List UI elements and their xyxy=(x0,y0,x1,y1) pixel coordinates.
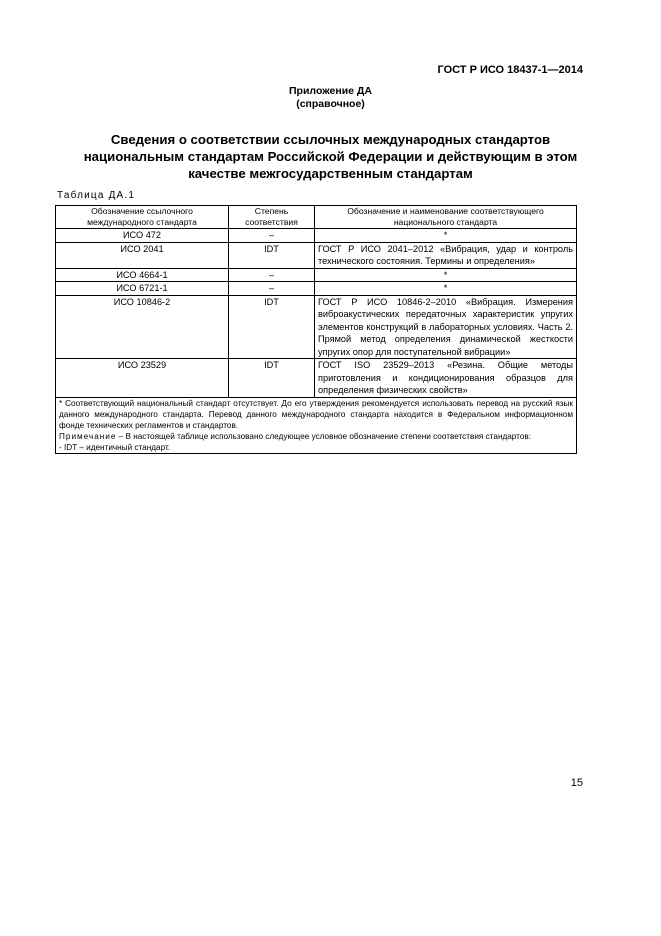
title-line-1: Сведения о соответствии ссылочных международных стандартов xyxy=(110,132,551,147)
cell-reference: ИСО 10846-2 xyxy=(56,295,229,359)
correspondence-table xyxy=(55,205,577,454)
table-header-row xyxy=(56,206,577,229)
title-line-2: национальным стандартам Российской Федерации и действующим в этом xyxy=(83,149,578,164)
cell-national: * xyxy=(315,229,577,243)
cell-degree: – xyxy=(229,268,315,282)
cell-national: ГОСТ Р ИСО 10846-2–2010 «Вибрация. Измерения виброакустических передаточных характеристик упругих элементов конструкций в лабораторных условиях. Часть 2. Прямой метод определения динамической жесткости упругих опор для поступательной вибрации» xyxy=(315,295,577,359)
table-row xyxy=(56,359,577,398)
table-row xyxy=(56,268,577,282)
title-line-3: качестве межгосударственным стандартам xyxy=(188,166,473,181)
cell-degree: IDT xyxy=(229,295,315,359)
table-row xyxy=(56,295,577,359)
cell-national: * xyxy=(315,268,577,282)
cell-degree: IDT xyxy=(229,359,315,398)
table-row xyxy=(56,282,577,296)
cell-national: * xyxy=(315,282,577,296)
table-row xyxy=(56,229,577,243)
cell-national: ГОСТ Р ИСО 2041–2012 «Вибрация, удар и контроль технического состояния. Термины и определения» xyxy=(315,242,577,268)
cell-reference: ИСО 472 xyxy=(56,229,229,243)
cell-national: ГОСТ ISO 23529–2013 «Резина. Общие методы приготовления и кондиционирования образцов для определения физических свойств» xyxy=(315,359,577,398)
footnote-text: * Соответствующий национальный стандарт отсутствует. До его утверждения рекомендуется использовать перевод на русский язык данного международного стандарта. Перевод данного международного стандарта находится в Федеральном информационном фонде технических регламентов и стандартов. xyxy=(59,398,573,430)
cell-degree: – xyxy=(229,229,315,243)
header-degree: Степень соответствия xyxy=(229,206,315,229)
note-item: - IDT – идентичный стандарт. xyxy=(59,442,171,452)
header-reference-standard: Обозначение ссылочного международного стандарта xyxy=(56,206,229,229)
note-paragraph xyxy=(59,431,573,442)
footnote-cell xyxy=(56,397,577,453)
annex-block xyxy=(0,85,661,111)
page-title xyxy=(50,131,611,182)
page-number: 15 xyxy=(570,777,583,789)
table-row xyxy=(56,242,577,268)
table-caption: Таблица ДА.1 xyxy=(57,190,136,201)
annex-subtitle: (справочное) xyxy=(296,98,365,110)
cell-reference: ИСО 6721-1 xyxy=(56,282,229,296)
cell-reference: ИСО 23529 xyxy=(56,359,229,398)
note-text: – В настоящей таблице использовано следующее условное обозначение степени соответствия стандартов: xyxy=(116,431,532,441)
cell-reference: ИСО 2041 xyxy=(56,242,229,268)
note-label: Примечание xyxy=(59,431,117,441)
table-footnote-row xyxy=(56,397,577,453)
document-code: ГОСТ Р ИСО 18437-1—2014 xyxy=(437,64,583,76)
annex-title: Приложение ДА xyxy=(289,85,372,97)
cell-degree: IDT xyxy=(229,242,315,268)
header-national-standard: Обозначение и наименование соответствующего национального стандарта xyxy=(315,206,577,229)
cell-reference: ИСО 4664-1 xyxy=(56,268,229,282)
cell-degree: – xyxy=(229,282,315,296)
